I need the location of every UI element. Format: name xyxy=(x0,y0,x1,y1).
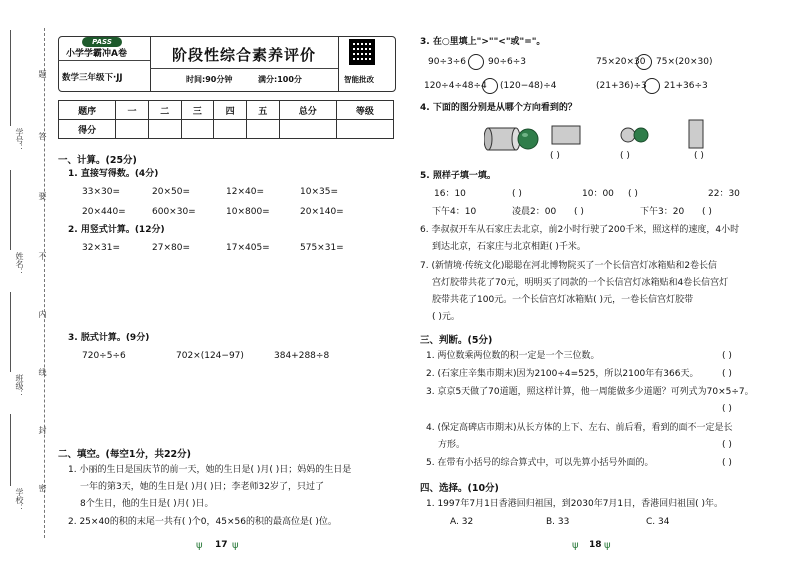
section-judgement: 三、判断。(5分) xyxy=(420,335,493,346)
school-line xyxy=(10,414,11,486)
score-table-row xyxy=(59,120,394,139)
compare-left: (21+36)÷3 xyxy=(596,81,647,91)
word-problem: 7. (新情境·传统文化)聪聪在河北博物院买了一个长信宫灯冰箱贴和2卷长信 xyxy=(420,261,718,271)
word-problem: ( )元。 xyxy=(432,312,460,322)
sprout-icon: ψ xyxy=(572,540,579,551)
compare-right: (120−48)÷4 xyxy=(500,81,557,91)
answer-paren[interactable]: ( ) xyxy=(694,151,704,161)
score-cell[interactable] xyxy=(336,120,393,139)
time-item: 10：00 xyxy=(582,189,614,199)
student-id-line xyxy=(10,30,11,126)
score-header-cell: 四 xyxy=(214,101,247,120)
choice-option[interactable]: C. 34 xyxy=(646,517,670,527)
compare-right: 21+36÷3 xyxy=(664,81,708,91)
header-divider xyxy=(58,60,150,61)
score-cell[interactable] xyxy=(148,120,181,139)
judgement-paren[interactable]: ( ) xyxy=(722,351,732,361)
compare-circle[interactable] xyxy=(482,78,498,94)
fill-question: 8个生日，他的生日是( )月( )日。 xyxy=(80,499,214,509)
score-cell[interactable] xyxy=(181,120,214,139)
judgement-item: 3. 京京5天做了70道题，照这样计算，他一周能做多少道题？可列式为70×5÷7。 xyxy=(426,387,754,397)
fill-question: 1. 小丽的生日是国庆节的前一天，她的生日是( )月( )日；妈妈的生日是 xyxy=(68,465,352,475)
judgement-paren[interactable]: ( ) xyxy=(722,458,732,468)
page-number: 17 xyxy=(215,540,228,550)
header-divider xyxy=(150,68,338,69)
seal-char: 封 xyxy=(38,426,47,434)
sprout-icon: ψ xyxy=(604,540,611,551)
question-title: 3. 脱式计算。(9分) xyxy=(68,333,150,343)
calc-item: 20×50= xyxy=(152,187,190,197)
score-cell[interactable] xyxy=(116,120,149,139)
calc-item: 20×440= xyxy=(82,207,126,217)
seal-char: 题 xyxy=(38,70,47,78)
compare-left: 120÷4÷48÷4 xyxy=(424,81,487,91)
section-calculation: 一、计算。(25分) xyxy=(58,155,137,166)
time-answer[interactable]: ( ) xyxy=(512,189,522,199)
qr-code-icon[interactable] xyxy=(349,39,375,65)
time-item: 16：10 xyxy=(434,189,466,199)
answer-paren[interactable]: ( ) xyxy=(550,151,560,161)
score-header-cell: 总分 xyxy=(279,101,336,120)
score-table xyxy=(58,100,394,139)
vertical-calc-item: 27×80= xyxy=(152,243,190,253)
time-answer[interactable]: ( ) xyxy=(628,189,638,199)
seal-char: 要 xyxy=(38,192,47,200)
answer-paren[interactable]: ( ) xyxy=(620,151,630,161)
fill-question: 2. 25×40的积的末尾一共有( )个0，45×56的积的最高位是( )位。 xyxy=(68,517,337,527)
question-title: 2. 用竖式计算。(12分) xyxy=(68,225,165,235)
time-item: 22：30 xyxy=(708,189,740,199)
time-answer[interactable]: ( ) xyxy=(702,207,712,217)
page-number: 18 xyxy=(589,540,602,550)
seal-char: 内 xyxy=(38,310,47,318)
judgement-paren[interactable]: ( ) xyxy=(722,369,732,379)
cylinder-sphere-figure xyxy=(484,118,550,158)
calc-item: 10×35= xyxy=(300,187,338,197)
score-cell[interactable] xyxy=(214,120,247,139)
tall-rectangle-figure xyxy=(686,118,706,150)
word-problem: 到达北京，石家庄与北京相距( )千米。 xyxy=(432,242,586,252)
judgement-item: 5. 在带有小括号的综合算式中，可以先算小括号外面的。 xyxy=(426,458,654,468)
compare-left: 90÷3÷6 xyxy=(428,57,466,67)
calc-item: 10×800= xyxy=(226,207,270,217)
vertical-calc-item: 575×31= xyxy=(300,243,344,253)
score-header-cell: 二 xyxy=(148,101,181,120)
name-line xyxy=(10,170,11,250)
student-id-label: 学号： xyxy=(15,128,24,152)
stepwise-calc-item: 384+288÷8 xyxy=(274,351,330,361)
question-title: 4. 下面的图分别是从哪个方向看到的？ xyxy=(420,103,577,113)
choice-option[interactable]: A. 32 xyxy=(450,517,474,527)
calc-item: 20×140= xyxy=(300,207,344,217)
seal-char: 线 xyxy=(38,368,47,376)
question-title: 1. 直接写得数。(4分) xyxy=(68,169,159,179)
question-title: 5. 照样子填一填。 xyxy=(420,171,496,181)
time-item: 凌晨2：00 xyxy=(512,207,557,217)
stepwise-calc-item: 720÷5÷6 xyxy=(82,351,126,361)
score-cell[interactable] xyxy=(279,120,336,139)
seal-char: 不 xyxy=(38,252,47,260)
seal-char: 密 xyxy=(38,484,47,492)
judgement-item: 2. (石家庄辛集市期末)因为2100÷4=525，所以2100年有366天。 xyxy=(426,369,699,379)
score-table-header-row xyxy=(59,101,394,120)
vertical-calc-item: 32×31= xyxy=(82,243,120,253)
judgement-paren[interactable]: ( ) xyxy=(722,440,732,450)
time-item: 下午4：10 xyxy=(432,207,477,217)
word-problem: 6. 李叔叔开车从石家庄去北京，前2小时行驶了200千米，照这样的速度，4小时 xyxy=(420,225,740,235)
calc-item: 33×30= xyxy=(82,187,120,197)
word-problem: 宫灯胶带共花了70元，明明买了同款的一个长信宫灯冰箱贴和4卷长信宫灯 xyxy=(432,278,729,288)
series-name: 小学学霸冲A卷 xyxy=(66,49,127,59)
choice-option[interactable]: B. 33 xyxy=(546,517,570,527)
circle-pair-figure xyxy=(620,126,650,144)
rectangle-view-figure xyxy=(550,124,582,146)
score-cell[interactable] xyxy=(246,120,279,139)
score-header-cell: 五 xyxy=(246,101,279,120)
school-label: 学校： xyxy=(15,488,24,512)
score-row-label: 得分 xyxy=(59,120,116,139)
score-header-cell: 等级 xyxy=(336,101,393,120)
stepwise-calc-item: 702×(124−97) xyxy=(176,351,244,361)
grade-label: 数学三年级下·JJ xyxy=(62,73,123,83)
vertical-calc-item: 17×405= xyxy=(226,243,270,253)
binding-dashed-line xyxy=(44,28,45,538)
fill-question: 一年的第3天，她的生日是( )月( )日；李老师32岁了，只过了 xyxy=(80,482,324,492)
class-label: 班级： xyxy=(15,374,24,398)
page-title: 阶段性综合素养评价 xyxy=(171,46,316,64)
compare-circle[interactable] xyxy=(468,54,484,70)
choice-question: 1. 1997年7月1日香港回归祖国，到2030年7月1日，香港回归祖国( )年。 xyxy=(426,499,724,509)
question-title: 3. 在○里填上">""<"或"="。 xyxy=(420,37,546,47)
word-problem: 胶带共花了100元。一个长信宫灯冰箱贴( )元，一卷长信宫灯胶带 xyxy=(432,295,694,305)
compare-left: 75×20×30 xyxy=(596,57,646,67)
section-choice: 四、选择。(10分) xyxy=(420,483,499,494)
time-item: 下午3：20 xyxy=(640,207,685,217)
score-header-cell: 题序 xyxy=(59,101,116,120)
sprout-icon: ψ xyxy=(196,540,203,551)
judgement-item: 方形。 xyxy=(438,440,466,450)
sprout-icon: ψ xyxy=(232,540,239,551)
compare-right: 75×(20×30) xyxy=(656,57,713,67)
time-limit: 时间:90分钟 xyxy=(186,75,233,84)
section-fill-blank: 二、填空。(每空1分，共22分) xyxy=(58,449,192,460)
header-divider xyxy=(338,36,339,91)
judgement-paren[interactable]: ( ) xyxy=(722,404,732,414)
compare-circle[interactable] xyxy=(636,54,652,70)
judgement-item: 1. 两位数乘两位数的积一定是一个三位数。 xyxy=(426,351,600,361)
time-answer[interactable]: ( ) xyxy=(574,207,584,217)
full-score: 满分:100分 xyxy=(258,75,302,84)
class-line xyxy=(10,292,11,372)
smart-grading-label: 智能批改 xyxy=(344,75,374,84)
name-label: 姓名： xyxy=(15,252,24,276)
compare-circle[interactable] xyxy=(644,78,660,94)
judgement-item: 4. (保定高碑店市期末)从长方体的上下、左右、前后看，看到的面不一定是长 xyxy=(426,423,733,433)
pass-badge: PASS xyxy=(82,37,122,47)
compare-right: 90÷6÷3 xyxy=(488,57,526,67)
calc-item: 12×40= xyxy=(226,187,264,197)
score-header-cell: 一 xyxy=(116,101,149,120)
calc-item: 600×30= xyxy=(152,207,196,217)
seal-char: 答 xyxy=(38,132,47,140)
score-header-cell: 三 xyxy=(181,101,214,120)
